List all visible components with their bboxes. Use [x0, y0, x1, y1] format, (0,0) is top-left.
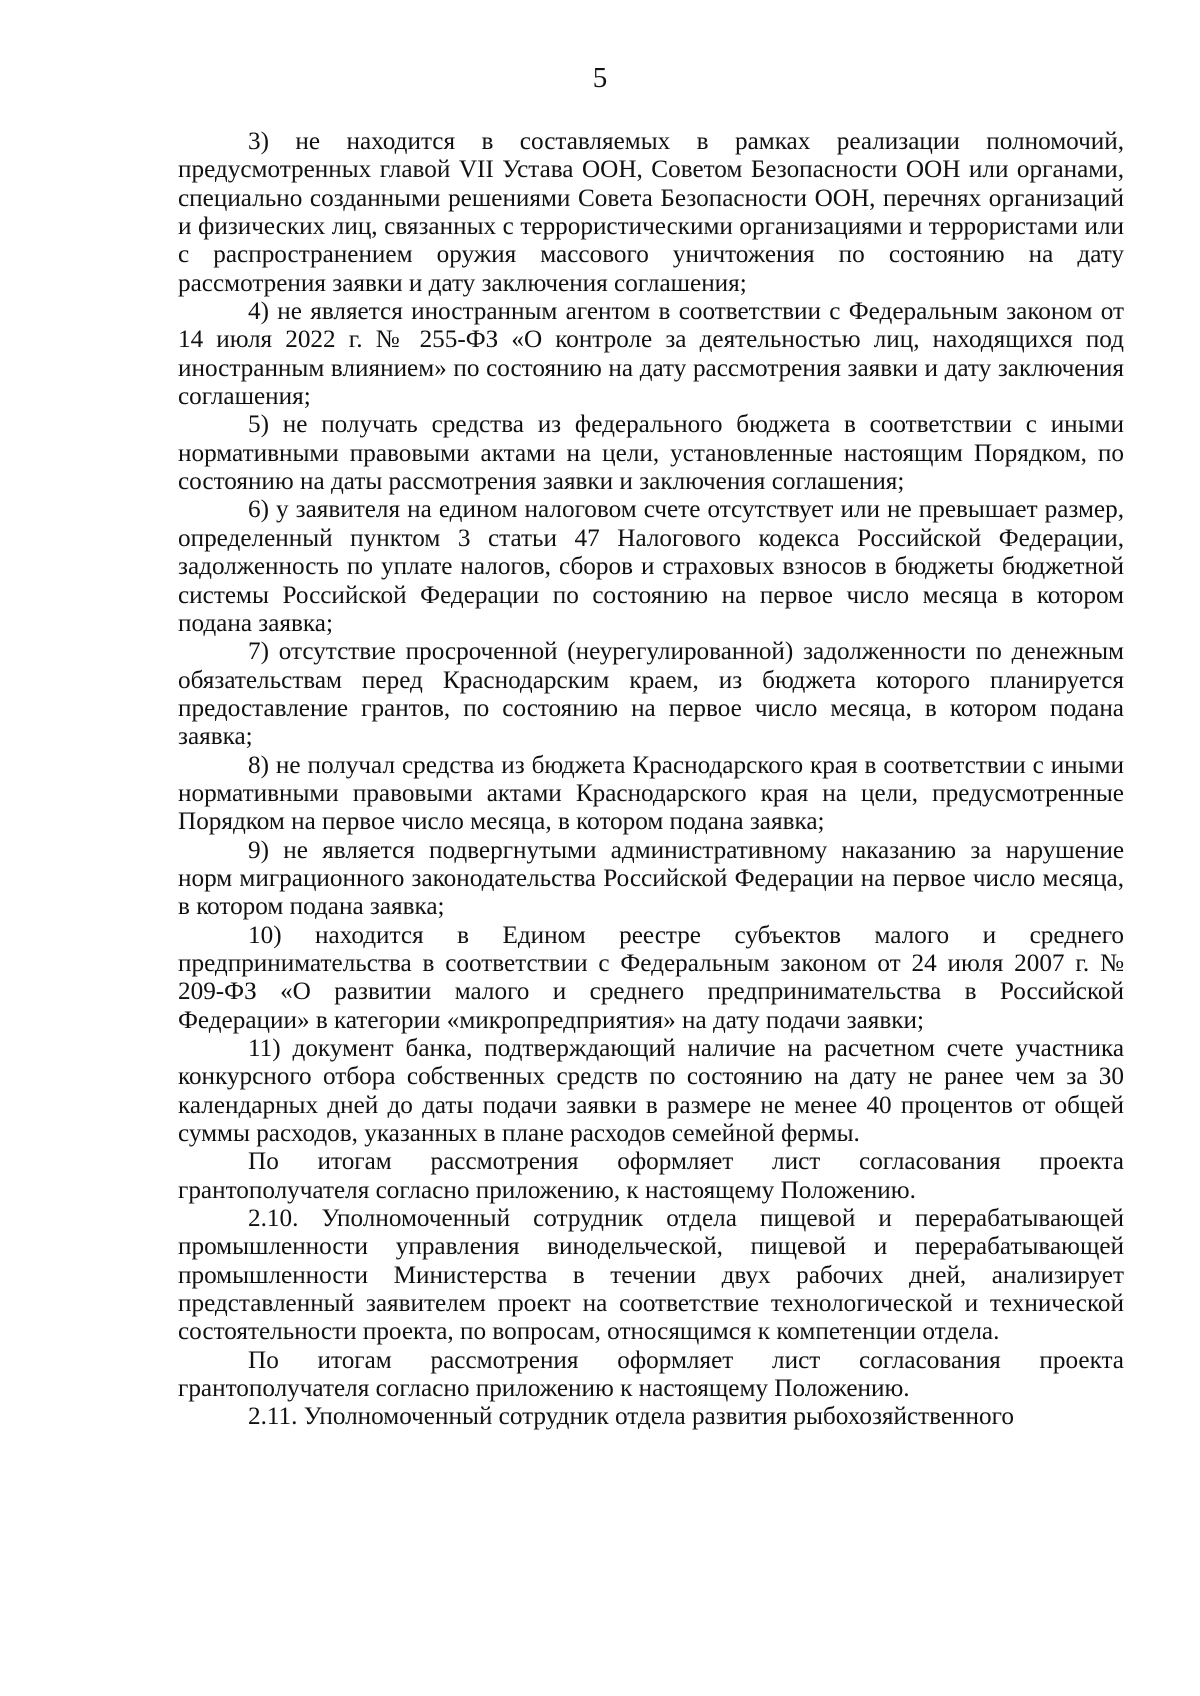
paragraph-item-9: 9) не является подвергнутыми административному наказанию за нарушение норм миграционного законодательства Российской Федерации на первое число месяца, в котором подана заявка; — [178, 836, 1124, 921]
document-body — [178, 128, 1124, 1432]
paragraph-section-2-11: 2.11. Уполномоченный сотрудник отдела развития рыбохозяйственного — [248, 1403, 1014, 1431]
paragraph-review-result-1: По итогам рассмотрения оформляет лист согласования проекта грантополучателя согласно приложению, к настоящему Положению. — [178, 1148, 1124, 1204]
paragraph-item-3: 3) не находится в составляемых в рамках реализации полномочий, предусмотренных главой VII Устава ООН, Советом Безопасности ООН или органами, специально созданными решениями Совета Безопасности ООН, перечнях организаций и физических лиц, связанных с террористическими организациями и террористами или с распространением оружия массового уничтожения по состоянию на дату рассмотрения заявки и дату заключения соглашения; — [178, 128, 1124, 297]
paragraph-item-10: 10) находится в Едином реестре субъектов малого и среднего предпринимательства в соответствии с Федеральным законом от 24 июля 2007 г. № 209-ФЗ «О развитии малого и среднего предпринимательства в Российской Федерации» в категории «микропредприятия» на дату подачи заявки; — [178, 921, 1124, 1034]
page-number: 5 — [592, 62, 608, 94]
paragraph-item-4: 4) не является иностранным агентом в соответствии с Федеральным законом от 14 июля 2022 г. № 255-ФЗ «О контроле за деятельностью лиц, находящихся под иностранным влиянием» по состоянию на дату рассмотрения заявки и дату заключения соглашения; — [178, 298, 1124, 411]
paragraph-item-11: 11) документ банка, подтверждающий наличие на расчетном счете участника конкурсного отбора собственных средств по состоянию на дату не ранее чем за 30 календарных дней до даты подачи заявки в размере не менее 40 процентов от общей суммы расходов, указанных в плане расходов семейной фермы. — [178, 1035, 1124, 1148]
paragraph-item-6: 6) у заявителя на едином налоговом счете отсутствует или не превышает размер, определенный пунктом 3 статьи 47 Налогового кодекса Российской Федерации, задолженность по уплате налогов, сборов и страховых взносов в бюджеты бюджетной системы Российской Федерации по состоянию на первое число месяца в котором подана заявка; — [178, 496, 1124, 637]
paragraph-item-8: 8) не получал средства из бюджета Краснодарского края в соответствии с иными нормативными правовыми актами Краснодарского края на цели, предусмотренные Порядком на первое число месяца, в котором подана заявка; — [178, 751, 1124, 836]
paragraph-section-2-10: 2.10. Уполномоченный сотрудник отдела пищевой и перерабатывающей промышленности управления винодельческой, пищевой и перерабатывающей промышленности Министерства в течении двух рабочих дней, анализирует представленный заявителем проект на соответствие технологической и технической состоятельности проекта, по вопросам, относящимся к компетенции отдела. — [178, 1205, 1124, 1346]
paragraph-item-7: 7) отсутствие просроченной (неурегулированной) задолженности по денежным обязательствам перед Краснодарским краем, из бюджета которого планируется предоставление грантов, по состоянию на первое число месяца, в котором подана заявка; — [178, 638, 1124, 751]
paragraph-item-5: 5) не получать средства из федерального бюджета в соответствии с иными нормативными правовыми актами на цели, установленные настоящим Порядком, по состоянию на даты рассмотрения заявки и заключения соглашения; — [178, 411, 1124, 496]
paragraph-review-result-2: По итогам рассмотрения оформляет лист согласования проекта грантополучателя согласно приложению к настоящему Положению. — [178, 1346, 1124, 1403]
